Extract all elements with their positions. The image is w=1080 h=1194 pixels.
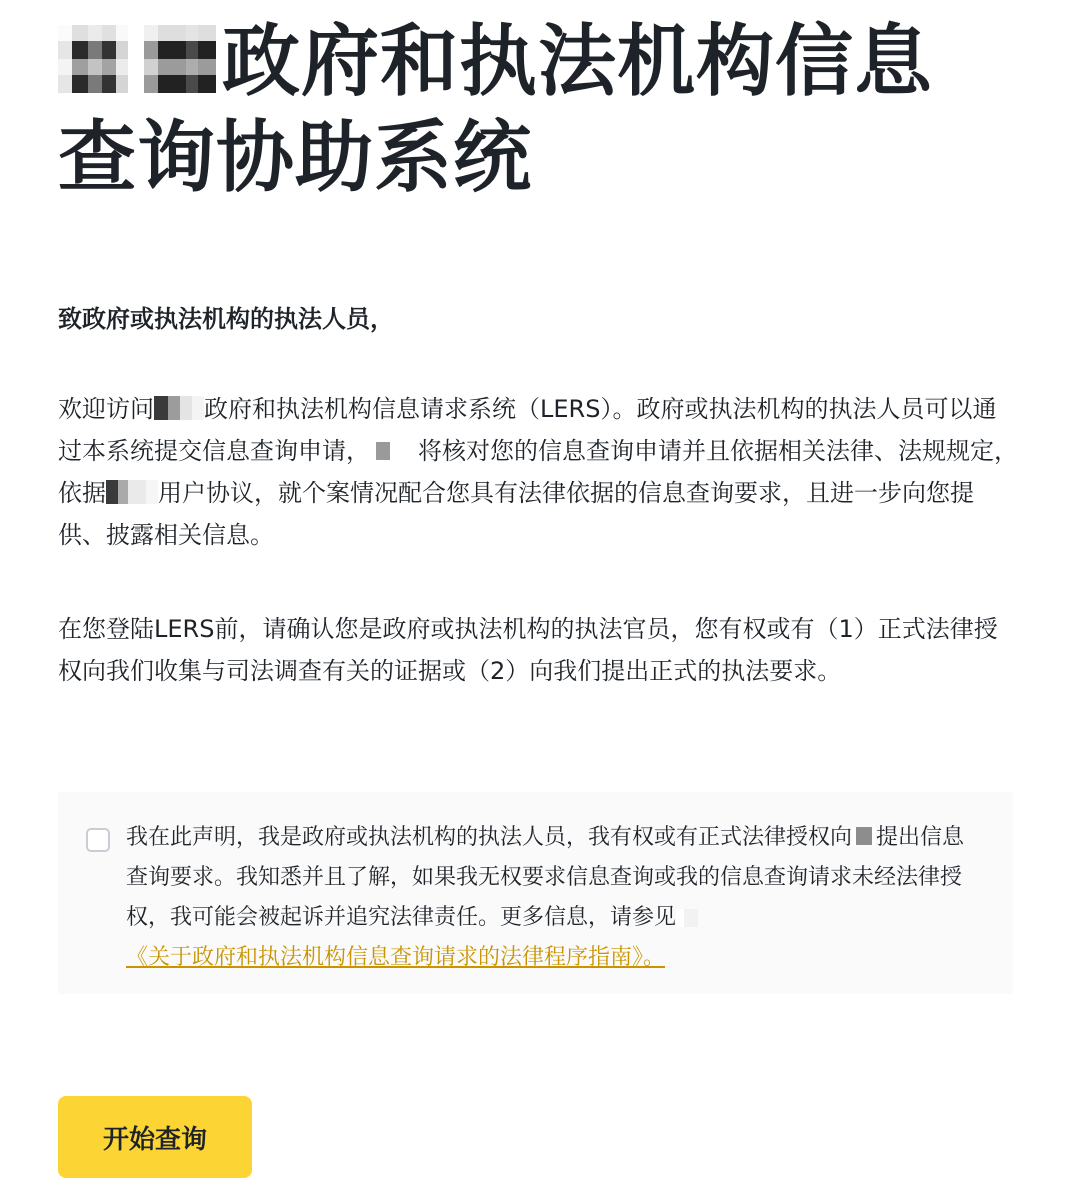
intro-text-c: 将核对您的信息查询申请并且依据相关法律、法规规定，依据 (58, 437, 1018, 507)
start-query-button[interactable]: 开始查询 (58, 1096, 252, 1178)
redacted-brand (154, 396, 204, 420)
redacted-brand (852, 827, 876, 845)
intro-text-b: 政府和执法机构信息请求系统（LERS）。政府或执法机构的执法人员可以通过本系统提交信息查询申请， (58, 395, 997, 465)
intro-paragraph (58, 388, 1018, 556)
declaration-panel (58, 792, 1013, 994)
greeting-text: 致政府或执法机构的执法人员， (58, 305, 394, 333)
redacted-brand-logo (58, 25, 216, 93)
notice-paragraph: 在您登陆LERS前，请确认您是政府或执法机构的执法官员，您有权或有（1）正式法律授权向我们收集与司法调查有关的证据或（2）向我们提出正式的执法要求。 (58, 615, 998, 685)
declaration-checkbox[interactable] (86, 828, 110, 852)
legal-guide-link[interactable]: 《关于政府和执法机构信息查询请求的法律程序指南》。 (126, 945, 666, 970)
intro-text-d: 用户协议，就个案情况配合您具有法律依据的信息查询要求，且进一步向您提供、披露相关信息。 (58, 479, 974, 549)
page-content (58, 0, 1018, 692)
page-title (58, 0, 1018, 206)
declaration-text-a: 我在此声明，我是政府或执法机构的执法人员，我有权或有正式法律授权向 (126, 825, 853, 850)
page-title-line1: 政府和执法机构信息 (222, 17, 934, 107)
redacted-brand (106, 480, 158, 504)
redacted-brand (676, 909, 698, 927)
intro-text-a: 欢迎访问 (58, 395, 154, 423)
page-title-line2: 查询协助系统 (58, 113, 533, 203)
declaration-text (126, 818, 986, 978)
declaration-text-b: 提出信息查询要求。我知悉并且了解，如果我无权要求信息查询或我的信息查询请求未经法律授权，我可能会被起诉并追究法律责任。更多信息，请参见 (126, 825, 965, 930)
redacted-brand (370, 442, 418, 460)
